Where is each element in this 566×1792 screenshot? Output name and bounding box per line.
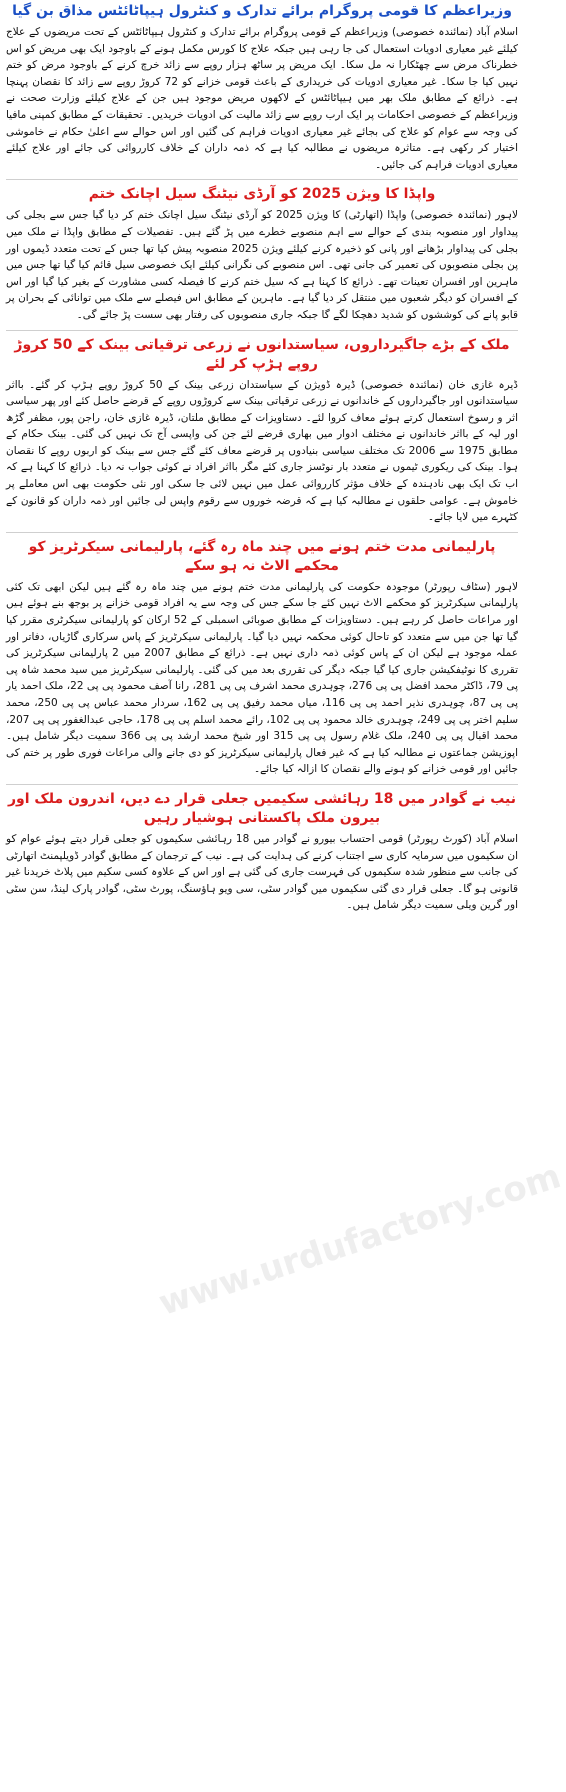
news-story: [6, 536, 518, 785]
story-paragraph: لاہور (نمائندہ خصوصی) واپڈا (اتھارٹی) کا ویژن 2025 کو آرڈی نیٹنگ سیل اچانک ختم کر دیا گیا جس سے بجلی کی پیداوار اور منصوبہ بندی کے حوالے سے اہم منصوبے خطرے میں پڑ گئے ہیں۔ تفصیلات کے مطابق واپڈا نے ملک میں بجلی کی پیداوار بڑھانے اور پانی کو ذخیرہ کرنے کیلئے ویژن 2025 منصوبہ پیش کیا تھا جس کے تحت متعدد ڈیموں اور پن بجلی منصوبوں کی تعمیر کی جانی تھی۔ اس منصوبے کی نگرانی کیلئے ایک خصوصی سیل قائم کیا گیا تھا جس میں ماہرین اور افسران تعینات تھے۔ ذرائع کا کہنا ہے کہ سیل ختم کرنے کا فیصلہ کسی مشاورت کے بغیر کیا گیا اور اس کے افسران کو دیگر شعبوں میں منتقل کر دیا گیا ہے۔ ماہرین کے مطابق اس فیصلے سے ملک میں توانائی کے بحران پر قابو پانے کی کوششوں کو شدید دھچکا لگے گا جبکہ جاری منصوبوں کی رفتار بھی سست پڑ جائے گی۔: [6, 209, 518, 321]
site-watermark: www.urdufactory.com: [154, 1156, 566, 1324]
story-headline: پارلیمانی مدت ختم ہونے میں چند ماہ رہ گئے، پارلیمانی سیکرٹریز کو محکمے الاٹ نہ ہو سکے: [28, 538, 496, 574]
story-paragraph: اسلام آباد (نمائندہ خصوصی) وزیراعظم کے قومی پروگرام برائے تدارک و کنٹرول ہیپاٹائٹس کے تحت مریضوں کے علاج کیلئے غیر معیاری ادویات استعمال کی جا رہی ہیں جبکہ علاج کا کورس مکمل ہونے کے باوجود ایک بھی مریض کو اس خطرناک مرض سے چھٹکارا نہ مل سکا۔ ایک مریض پر ساٹھ ہزار روپے سے زائد خرچ کرنے کے باوجود مرض کو ختم نہیں کیا جا سکا۔ غیر معیاری ادویات کی خریداری کے باعث قومی خزانے کو 72 کروڑ روپے سے زائد کا نقصان پہنچا ہے۔ ذرائع کے مطابق ملک بھر میں ہیپاٹائٹس کے لاکھوں مریض موجود ہیں جن کے علاج کیلئے وزارت صحت نے وزیراعظم کے خصوصی احکامات پر ایک ارب روپے سے زائد مالیت کی ادویات خریدیں۔ تحقیقات کے مطابق کمپنی مافیا کی وجہ سے عوام کو علاج کی بجائے غیر معیاری ادویات فراہم کی گئیں اور اس حوالے سے اعلیٰ حکام نے خاموشی اختیار کر رکھی ہے۔ متاثرہ مریضوں نے مطالبہ کیا ہے کہ ذمہ داران کے خلاف کارروائی کی جائے اور علاج کیلئے معیاری ادویات فراہم کی جائیں۔: [5, 26, 518, 171]
news-story: [6, 334, 518, 533]
story-paragraph: لاہور (سٹاف رپورٹر) موجودہ حکومت کی پارلیمانی مدت ختم ہونے میں چند ماہ رہ گئے ہیں لیکن ابھی تک کئی پارلیمانی سیکرٹریز کو محکمے الاٹ نہیں کئے جا سکے جس کی وجہ سے یہ افراد قومی خزانے پر بوجھ بنے ہوئے ہیں اور مراعات حاصل کر رہے ہیں۔ دستاویزات کے مطابق صوبائی اسمبلی کے 52 ارکان کو پارلیمانی سیکرٹری مقرر کیا گیا تھا جن میں سے متعدد کو تاحال کوئی محکمہ نہیں دیا گیا۔ پارلیمانی سیکرٹریز کے پاس سرکاری گاڑیاں، دفاتر اور عملہ موجود ہے لیکن ان کے پاس کوئی ذمہ داری نہیں ہے۔ ذرائع کے مطابق 2007 میں 2 پارلیمانی سیکرٹریز کی تقرری کا نوٹیفکیشن جاری کیا گیا جبکہ دیگر کی تقرری بعد میں کی گئی۔ پارلیمانی سیکرٹریز میں سید محمد شاہ پی پی 79، ڈاکٹر محمد افضل پی پی 276، چوہدری محمد اشرف پی پی 281، رانا آصف محمود پی پی 22، ملک احمد یار پی پی 87، چوہدری نذیر احمد پی پی 116، میاں محمد رفیق پی پی 162، سردار محمد عباس پی پی 250، محمد سلیم اختر پی پی 249، چوہدری خالد محمود پی پی 102، رائے محمد اسلم پی پی 178، حاجی عبدالغفور پی پی 207، محمد اقبال پی پی 240، ملک غلام رسول پی پی 315 اور شیخ محمد ارشد پی پی 366 سمیت دیگر شامل ہیں۔ اپوزیشن جماعتوں نے مطالبہ کیا ہے کہ غیر فعال پارلیمانی سیکرٹریز کو دی جانے والی مراعات فوری طور پر ختم کی جائیں اور قومی خزانے کو ہونے والے نقصان کا ازالہ کیا جائے۔: [6, 580, 519, 776]
story-headline: ملک کے بڑے جاگیرداروں، سیاستدانوں نے زرعی ترقیاتی بینک کے 50 کروڑ روپے ہڑپ کر لئے: [14, 336, 510, 372]
story-headline: وزیراعظم کا قومی پروگرام برائے تدارک و کنٹرول ہیپاٹائٹس مذاق بن گیا: [12, 3, 512, 19]
story-paragraph: ڈیرہ غازی خان (نمائندہ خصوصی) ڈیرہ ڈویژن کے سیاستدان زرعی بینک کے 50 کروڑ روپے ہڑپ کر گئے۔ بااثر سیاستدانوں اور جاگیرداروں کے خاندانوں نے زرعی ترقیاتی بینک سے کروڑوں روپے کے قرضے حاصل کئے اور پھر سیاسی اثر و رسوخ استعمال کرتے ہوئے معاف کروا لئے۔ دستاویزات کے مطابق ملتان، ڈیرہ غازی خان، راجن پور، مظفر گڑھ اور لیہ کے بااثر خاندانوں نے مختلف ادوار میں بھاری قرضے لئے جن کی واپسی آج تک نہیں کی گئی۔ بینک حکام کے مطابق 1975 سے 2006 تک مختلف سیاسی بنیادوں پر قرضے معاف کئے گئے جس سے بینک کو اربوں روپے کا نقصان ہوا۔ بینک کی ریکوری ٹیموں نے متعدد بار نوٹسز جاری کئے مگر بااثر افراد نے کوئی جواب نہ دیا۔ ذرائع کا کہنا ہے کہ اب تک ایک بھی نادہندہ کے خلاف مؤثر کارروائی عمل میں نہیں لائی جا سکی اور نئی حکومت بھی اس معاملے پر خاموش ہے۔ عوامی حلقوں نے مطالبہ کیا ہے کہ قرضہ خوروں سے رقوم واپس لی جائیں اور ذمہ داران کو قانون کے کٹہرے میں لایا جائے۔: [6, 378, 518, 524]
story-paragraph: اسلام آباد (کورٹ رپورٹر) قومی احتساب بیورو نے گوادر میں 18 رہائشی سکیموں کو جعلی قرار دیتے ہوئے عوام کو ان سکیموں میں سرمایہ کاری سے اجتناب کرنے کی ہدایت کی ہے۔ نیب کے ترجمان کے مطابق گوادر ڈویلپمنٹ اتھارٹی کی جانب سے منظور شدہ سکیموں کی فہرست جاری کی گئی ہے اور اس کے علاوہ کسی سکیم میں پلاٹ خریدنا غیر قانونی ہو گا۔ جعلی قرار دی گئی سکیموں میں گوادر سٹی، سی ویو ہاؤسنگ، پورٹ سٹی، گوادر پارک لینڈ، سن سٹی اور گرین ویلی سمیت دیگر شامل ہیں۔: [6, 832, 518, 912]
newspaper-page: [6, 0, 518, 920]
story-headline: نیب نے گوادر میں 18 رہائشی سکیمیں جعلی قرار دے دیں، اندرون ملک اور بیرون ملک پاکستانی ہوشیار رہیں: [7, 790, 517, 826]
story-headline: واپڈا کا ویژن 2025 کو آرڈی نیٹنگ سیل اچانک ختم: [88, 186, 436, 203]
news-story: [6, 0, 518, 180]
news-story: [6, 788, 518, 920]
news-story: [6, 183, 518, 330]
